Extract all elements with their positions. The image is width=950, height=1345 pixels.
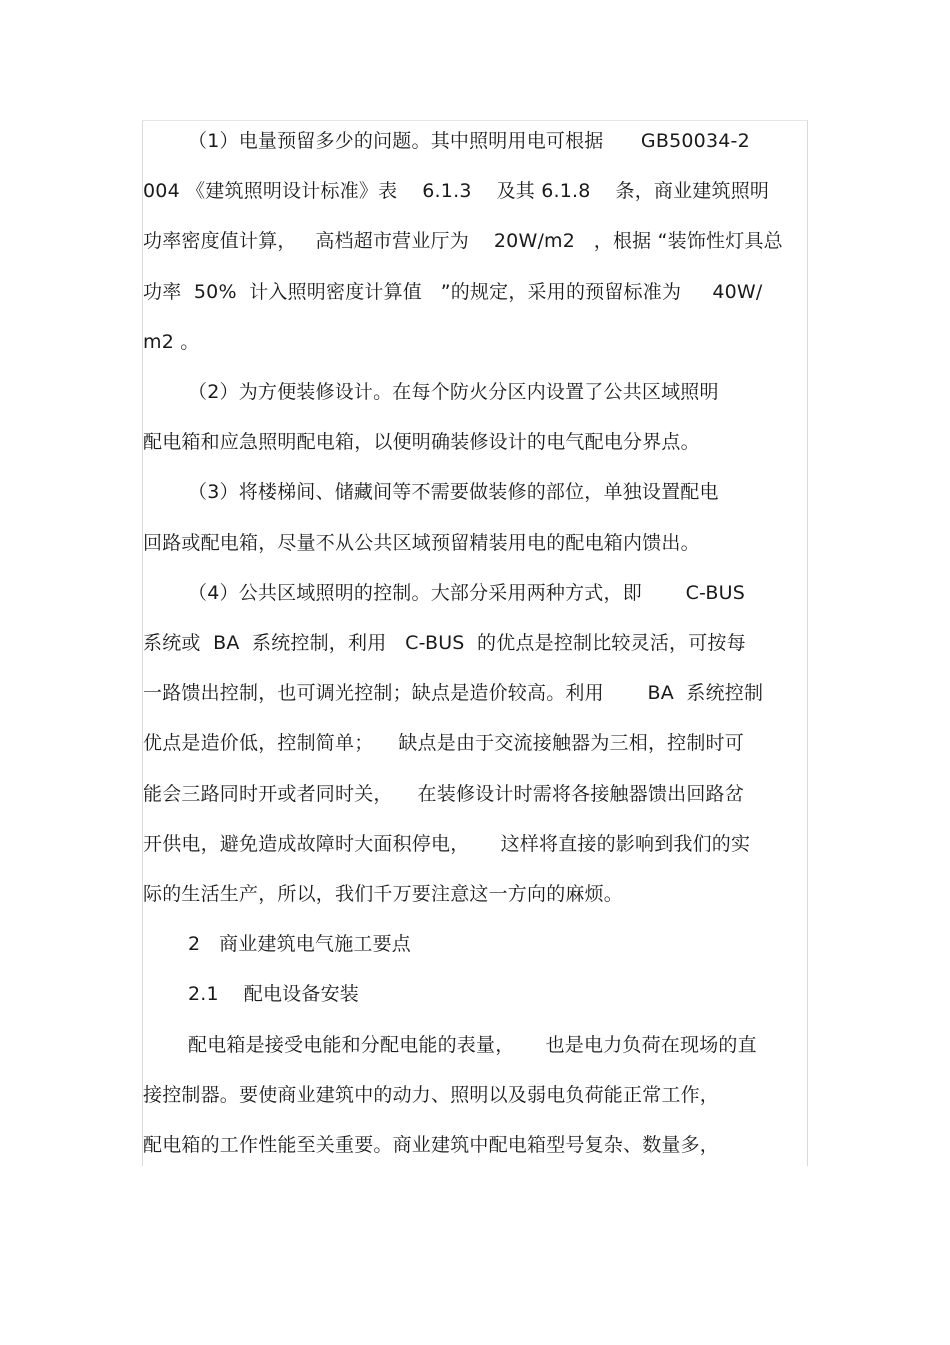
text-line: 系统或 BA 系统控制，利用 C-BUS 的优点是控制比较灵活，可按每 — [143, 632, 746, 654]
text-line: 优点是造价低，控制简单； 缺点是由于交流接触器为三相，控制时可 — [143, 732, 744, 754]
text-line: （1）电量预留多少的问题。其中照明用电可根据 GB50034-2 — [188, 130, 750, 152]
text-line: m2 。 — [143, 331, 200, 353]
text-line: 接控制器。要使商业建筑中的动力、照明以及弱电负荷能正常工作， — [143, 1084, 720, 1106]
text-line: （2）为方便装修设计。在每个防火分区内设置了公共区域照明 — [188, 381, 719, 403]
text-line: 一路馈出控制，也可调光控制；缺点是造价较高。利用 BA 系统控制 — [143, 682, 764, 704]
text-line: 功率 50% 计入照明密度计算值 ”的规定，采用的预留标准为 40W/ — [143, 281, 763, 303]
text-line: 配电箱的工作性能至关重要。商业建筑中配电箱型号复杂、数量多， — [143, 1134, 720, 1156]
text-line: 回路或配电箱，尽量不从公共区域预留精装用电的配电箱内馈出。 — [143, 532, 700, 554]
text-line: （4）公共区域照明的控制。大部分采用两种方式，即 C-BUS — [188, 582, 746, 604]
text-line: 际的生活生产，所以，我们千万要注意这一方向的麻烦。 — [143, 883, 624, 905]
text-line: 配电箱和应急照明配电箱，以便明确装修设计的电气配电分界点。 — [143, 431, 700, 453]
text-line: 2 商业建筑电气施工要点 — [188, 933, 412, 955]
text-line: 配电箱是接受电能和分配电能的表量， 也是电力负荷在现场的直 — [188, 1034, 757, 1056]
text-line: （3）将楼梯间、储藏间等不需要做装修的部位，单独设置配电 — [188, 481, 719, 503]
text-line: 能会三路同时开或者同时关， 在装修设计时需将各接触器馈出回路岔 — [143, 783, 744, 805]
text-line: 开供电，避免造成故障时大面积停电， 这样将直接的影响到我们的实 — [143, 833, 751, 855]
text-line: 2.1 配电设备安装 — [188, 983, 359, 1005]
text-line: 004 《建筑照明设计标准》表 6.1.3 及其 6.1.8 条，商业建筑照明 — [143, 180, 770, 202]
text-line: 功率密度值计算， 高档超市营业厅为 20W/m2 ，根据 “装饰性灯具总 — [143, 230, 783, 252]
